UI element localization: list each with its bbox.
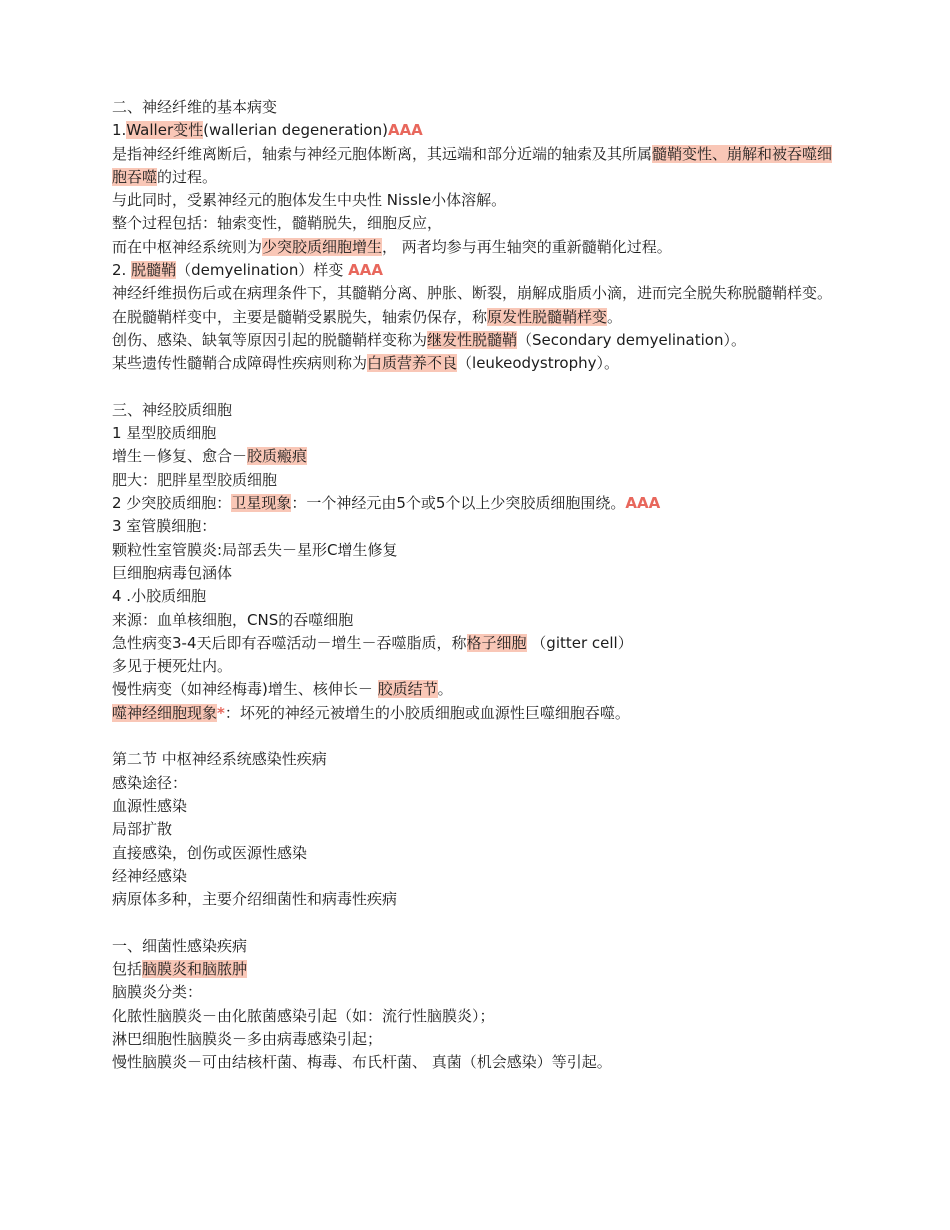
text-line xyxy=(112,236,840,259)
highlighted-text: 髓鞘变性、崩解和被吞噬细胞吞噬 xyxy=(112,144,833,186)
text-segment: 。 xyxy=(437,680,453,699)
text-segment: 多见于梗死灶内。 xyxy=(112,657,233,676)
text-line xyxy=(112,119,840,142)
text-segment: 而在中枢神经系统则为 xyxy=(112,237,263,256)
text-line xyxy=(112,842,840,865)
text-line xyxy=(112,212,840,235)
blank-line xyxy=(112,911,840,934)
text-line xyxy=(112,702,840,725)
highlighted-text: 胶质结节 xyxy=(377,680,438,699)
text-segment: 脑膜炎分类： xyxy=(112,983,203,1002)
text-line xyxy=(112,1028,840,1051)
highlighted-text: Waller变性 xyxy=(126,121,204,140)
text-line xyxy=(112,772,840,795)
text-line xyxy=(112,189,840,212)
text-segment: 直接感染，创伤或医源性感染 xyxy=(112,843,308,862)
text-segment: 二、神经纤维的基本病变 xyxy=(112,98,278,116)
text-line xyxy=(112,282,840,305)
text-line xyxy=(112,865,840,888)
text-segment: 包括 xyxy=(112,959,143,978)
text-segment: 经神经感染 xyxy=(112,866,188,885)
text-line xyxy=(112,492,840,515)
text-segment: 。 xyxy=(607,307,623,326)
highlighted-text: 格子细胞 xyxy=(466,633,527,652)
text-segment: 1 星型胶质细胞 xyxy=(112,424,217,443)
text-line xyxy=(112,655,840,678)
text-segment: （Secondary demyelination）。 xyxy=(517,330,746,349)
text-segment: 三、神经胶质细胞 xyxy=(112,400,233,419)
text-line xyxy=(112,632,840,655)
text-segment: 在脱髓鞘样变中，主要是髓鞘受累脱失，轴索仍保存，称 xyxy=(112,307,488,326)
text-line xyxy=(112,609,840,632)
text-segment: 颗粒性室管膜炎:局部丢失－星形C增生修复 xyxy=(112,540,398,559)
text-line xyxy=(112,888,840,911)
text-segment: 的过程。 xyxy=(157,167,218,186)
text-segment: 创伤、感染、缺氧等原因引起的脱髓鞘样变称为 xyxy=(112,330,428,349)
text-segment: 第二节 中枢神经系统感染性疾病 xyxy=(112,750,327,769)
text-segment: 急性病变3-4天后即有吞噬活动－增生－吞噬脂质，称 xyxy=(112,633,467,652)
text-segment: 整个过程包括：轴索变性，髓鞘脱失，细胞反应， xyxy=(112,214,443,233)
text-segment: 一、细菌性感染疾病 xyxy=(112,936,248,955)
highlighted-text: 脱髓鞘 xyxy=(131,261,177,280)
text-line xyxy=(112,143,840,190)
text-segment: 1. xyxy=(112,121,127,140)
text-segment: （leukeodystrophy）。 xyxy=(457,354,620,373)
text-line xyxy=(112,329,840,352)
text-line xyxy=(112,585,840,608)
highlighted-text: 胶质瘢痕 xyxy=(247,447,308,466)
text-segment: 巨细胞病毒包涵体 xyxy=(112,563,233,582)
important-marker: AAA xyxy=(387,121,423,140)
text-segment: ：一个神经元由5个或5个以上少突胶质细胞围绕。 xyxy=(291,494,626,513)
text-segment: （gitter cell） xyxy=(526,633,633,652)
highlighted-text: 噬神经细胞现象 xyxy=(112,703,218,722)
text-line xyxy=(112,678,840,701)
text-segment: 2. xyxy=(112,261,132,280)
text-line xyxy=(112,981,840,1004)
text-line xyxy=(112,259,840,282)
text-segment: 3 室管膜细胞： xyxy=(112,517,217,536)
text-segment: ：坏死的神经元被增生的小胶质细胞或血源性巨噬细胞吞噬。 xyxy=(224,703,630,722)
text-segment: 慢性病变（如神经梅毒)增生、核伸长－ xyxy=(112,680,378,699)
document-body xyxy=(112,96,840,1074)
text-segment: 某些遗传性髓鞘合成障碍性疾病则称为 xyxy=(112,354,368,373)
text-segment: 神经纤维损伤后或在病理条件下，其髓鞘分离、肿胀、断裂，崩解成脂质小滴，进而完全脱失称脱髓鞘样变。 xyxy=(112,284,833,303)
highlighted-text: 继发性脱髓鞘 xyxy=(427,330,518,349)
text-line xyxy=(112,539,840,562)
highlighted-text: 白质营养不良 xyxy=(367,354,458,373)
highlighted-text: 脑膜炎和脑脓肿 xyxy=(142,959,248,978)
text-segment: 是指神经纤维离断后，轴索与神经元胞体断离，其远端和部分近端的轴索及其所属 xyxy=(112,144,653,163)
text-segment: 感染途径： xyxy=(112,773,188,792)
text-line xyxy=(112,306,840,329)
text-line xyxy=(112,399,840,422)
text-segment: 血源性感染 xyxy=(112,796,188,815)
text-line xyxy=(112,1051,840,1074)
text-segment: （demyelination）样变 xyxy=(176,261,349,280)
text-segment: 淋巴细胞性脑膜炎－多由病毒感染引起； xyxy=(112,1029,383,1048)
text-line xyxy=(112,958,840,981)
text-line xyxy=(112,515,840,538)
text-segment: 2 少突胶质细胞： xyxy=(112,494,232,513)
text-line xyxy=(112,562,840,585)
important-marker: AAA xyxy=(348,261,383,280)
text-segment: 与此同时，受累神经元的胞体发生中央性 Nissle小体溶解。 xyxy=(112,191,507,210)
text-segment: 局部扩散 xyxy=(112,820,173,839)
text-line xyxy=(112,748,840,771)
important-marker: * xyxy=(217,703,225,722)
text-segment: 肥大：肥胖星型胶质细胞 xyxy=(112,470,278,489)
important-marker: AAA xyxy=(625,494,661,513)
text-line xyxy=(112,96,840,119)
text-segment: (wallerian degeneration) xyxy=(203,121,388,140)
text-line xyxy=(112,1005,840,1028)
text-line xyxy=(112,818,840,841)
text-line xyxy=(112,795,840,818)
text-segment: 来源：血单核细胞，CNS的吞噬细胞 xyxy=(112,610,354,629)
text-segment: 增生－修复、愈合－ xyxy=(112,447,248,466)
text-segment: 病原体多种，主要介绍细菌性和病毒性疾病 xyxy=(112,890,398,909)
highlighted-text: 原发性脱髓鞘样变 xyxy=(487,307,608,326)
text-segment: 4 .小胶质细胞 xyxy=(112,587,207,606)
text-segment: 化脓性脑膜炎－由化脓菌感染引起（如：流行性脑膜炎）； xyxy=(112,1006,495,1025)
text-line xyxy=(112,352,840,375)
text-line xyxy=(112,469,840,492)
highlighted-text: 卫星现象 xyxy=(231,494,292,513)
text-line xyxy=(112,445,840,468)
highlighted-text: 少突胶质细胞增生 xyxy=(262,237,383,256)
text-line xyxy=(112,935,840,958)
text-segment: 慢性脑膜炎－可由结核杆菌、梅毒、布氏杆菌、 真菌（机会感染）等引起。 xyxy=(112,1053,612,1072)
text-line xyxy=(112,422,840,445)
text-segment: ， 两者均参与再生轴突的重新髓鞘化过程。 xyxy=(382,237,672,256)
blank-line xyxy=(112,376,840,399)
blank-line xyxy=(112,725,840,748)
